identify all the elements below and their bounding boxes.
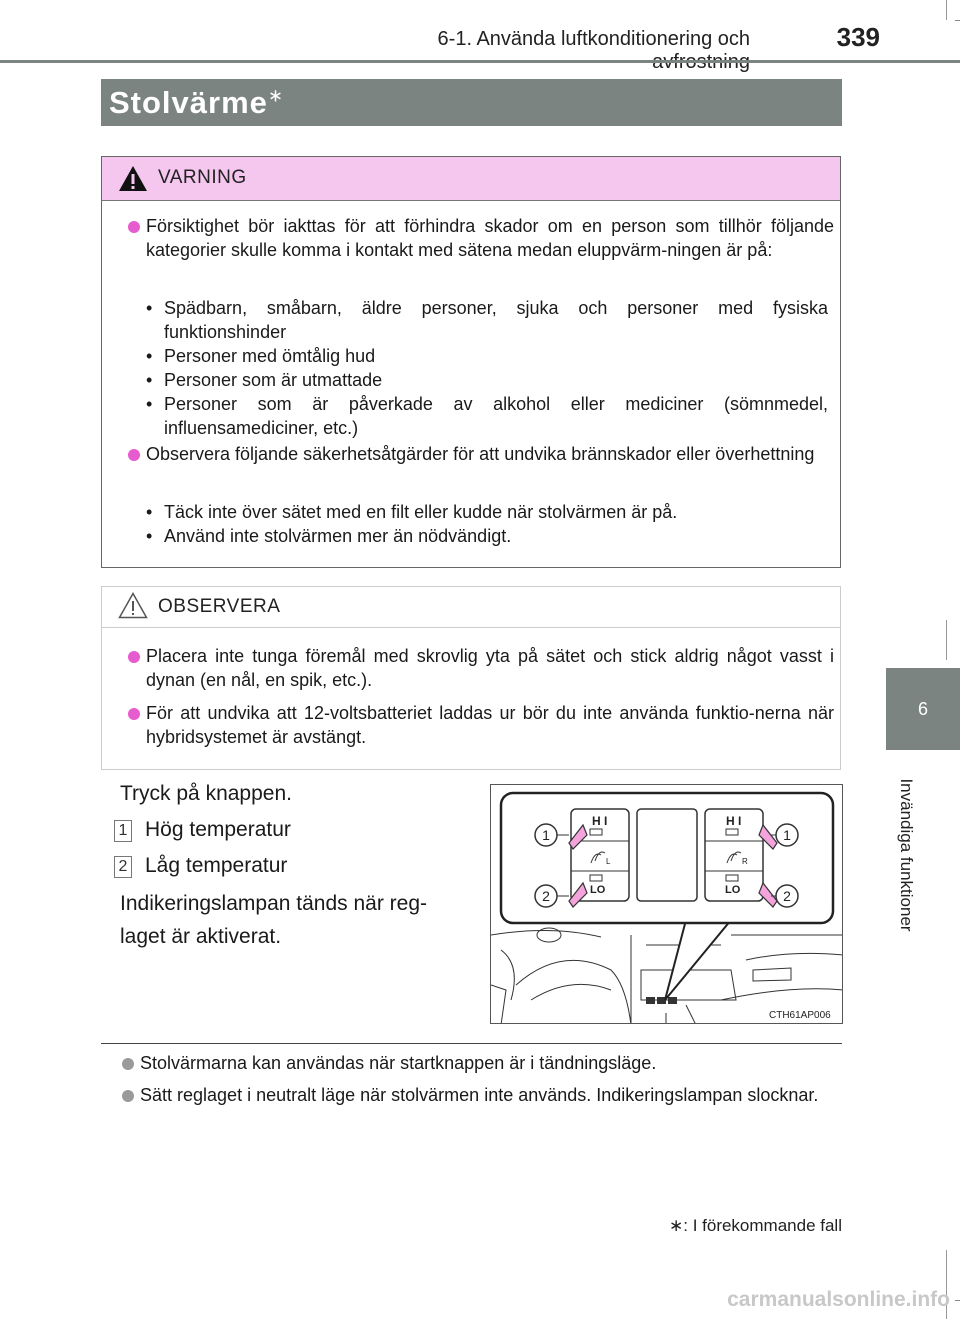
warning-box [101,156,841,568]
availability-marker: ∗ [267,85,284,106]
notice-item-1: Placera inte tunga föremål med skrovlig yta på sätet och stick aldrig något vasst i dynan (en nål, en spik, etc.). [146,646,834,690]
footnote-text: : I förekommande fall [683,1216,842,1235]
warning-subitem: • Personer som är påverkade av alkohol eller mediciner (sömnmedel, influensamediciner, etc.) [146,394,828,438]
warning-triangle-icon [118,165,148,192]
watermark: carmanualsonline.info [727,1288,950,1311]
notice-header [102,587,840,628]
right-side-tag: R [742,857,748,866]
warning-subitem: • Använd inte stolvärmen mer än nödvändigt. [146,526,512,546]
crop-mark [955,1300,960,1301]
svg-text:1: 1 [783,827,791,843]
step-label-1: Hög temperatur [145,818,291,841]
notice-heading: OBSERVERA [158,596,281,617]
right-lo-label: LO [725,884,741,896]
warning-bullet-1 [128,221,140,233]
notice-bullet-2 [128,708,140,720]
note-bullet-1 [122,1058,134,1070]
warning-subitem: • Personer som är utmattade [146,370,383,390]
note-1: Stolvärmarna kan användas när startknappen är i tändningsläge. [140,1053,657,1073]
left-lo-label: LO [590,884,606,896]
page-number: 339 [836,22,880,52]
step-number-2: 2 [114,856,132,878]
seat-heater-diagram [491,785,843,1024]
warning-header [102,157,840,201]
seat-heater-illustration [490,784,843,1024]
caution-triangle-icon [118,592,148,619]
crop-mark [955,20,960,21]
left-hi-label: H I [592,814,608,828]
note-bullet-2 [122,1090,134,1102]
warning-subitem: • Täck inte över sätet med en filt eller kudde när stolvärmen är på. [146,502,678,522]
notice-box [101,586,841,770]
section-title: 6-1. Använda luftkonditionering och [437,28,750,50]
step-label-2: Låg temperatur [145,854,288,877]
instruction-lead: Tryck på knappen. [120,782,292,805]
center-switch-cluster [646,997,677,1004]
header-rule [0,60,960,63]
left-side-tag: L [606,857,611,866]
section-heading: Stolvärme∗ [109,85,284,120]
warning-bullet-2 [128,449,140,461]
margin-line-top [946,0,947,20]
margin-line-mid [946,620,947,660]
notes-rule [101,1043,842,1044]
notice-item-2: För att undvika att 12-voltsbatteriet laddas ur bör du inte använda funktio-nerna när hybridsystemet är avstängt. [146,703,834,747]
svg-text:2: 2 [783,888,791,904]
footnote-marker: ∗ [669,1216,684,1235]
step-number-1: 1 [114,820,132,842]
note-2: Sätt reglaget i neutralt läge när stolvärmen inte används. Indikeringslampan slocknar. [140,1085,819,1105]
svg-text:2: 2 [542,888,550,904]
indicator-note-line-2: laget är aktiverat. [120,925,282,948]
warning-heading: VARNING [158,167,247,188]
warning-item-1: Försiktighet bör iakttas för att förhindra skador om en person som tillhör följande kategorier skulle komma i kontakt med sätena medan eluppvärm-ningen är på: [146,216,834,260]
chapter-title: Invändiga funktioner [897,778,916,932]
svg-text:1: 1 [542,827,550,843]
center-panel [637,809,697,901]
chapter-number: 6 [917,698,928,719]
zoom-pointer [665,920,731,1000]
chapter-title-vertical [866,760,946,950]
notice-bullet-1 [128,651,140,663]
right-hi-label: H I [726,814,742,828]
warning-subitem: • Spädbarn, småbarn, äldre personer, sjuka och personer med fysiska funktionshinder [146,298,828,342]
figure-code: CTH61AP006 [769,1010,831,1021]
warning-item-2: Observera följande säkerhetsåtgärder för att undvika brännskador eller överhettning [146,444,815,464]
indicator-note-line-1: Indikeringslampan tänds när reg- [120,892,428,915]
footnote [560,1216,842,1236]
section-heading-bar [101,79,842,126]
warning-subitem: • Personer med ömtålig hud [146,346,376,366]
chapter-tab [886,668,960,750]
